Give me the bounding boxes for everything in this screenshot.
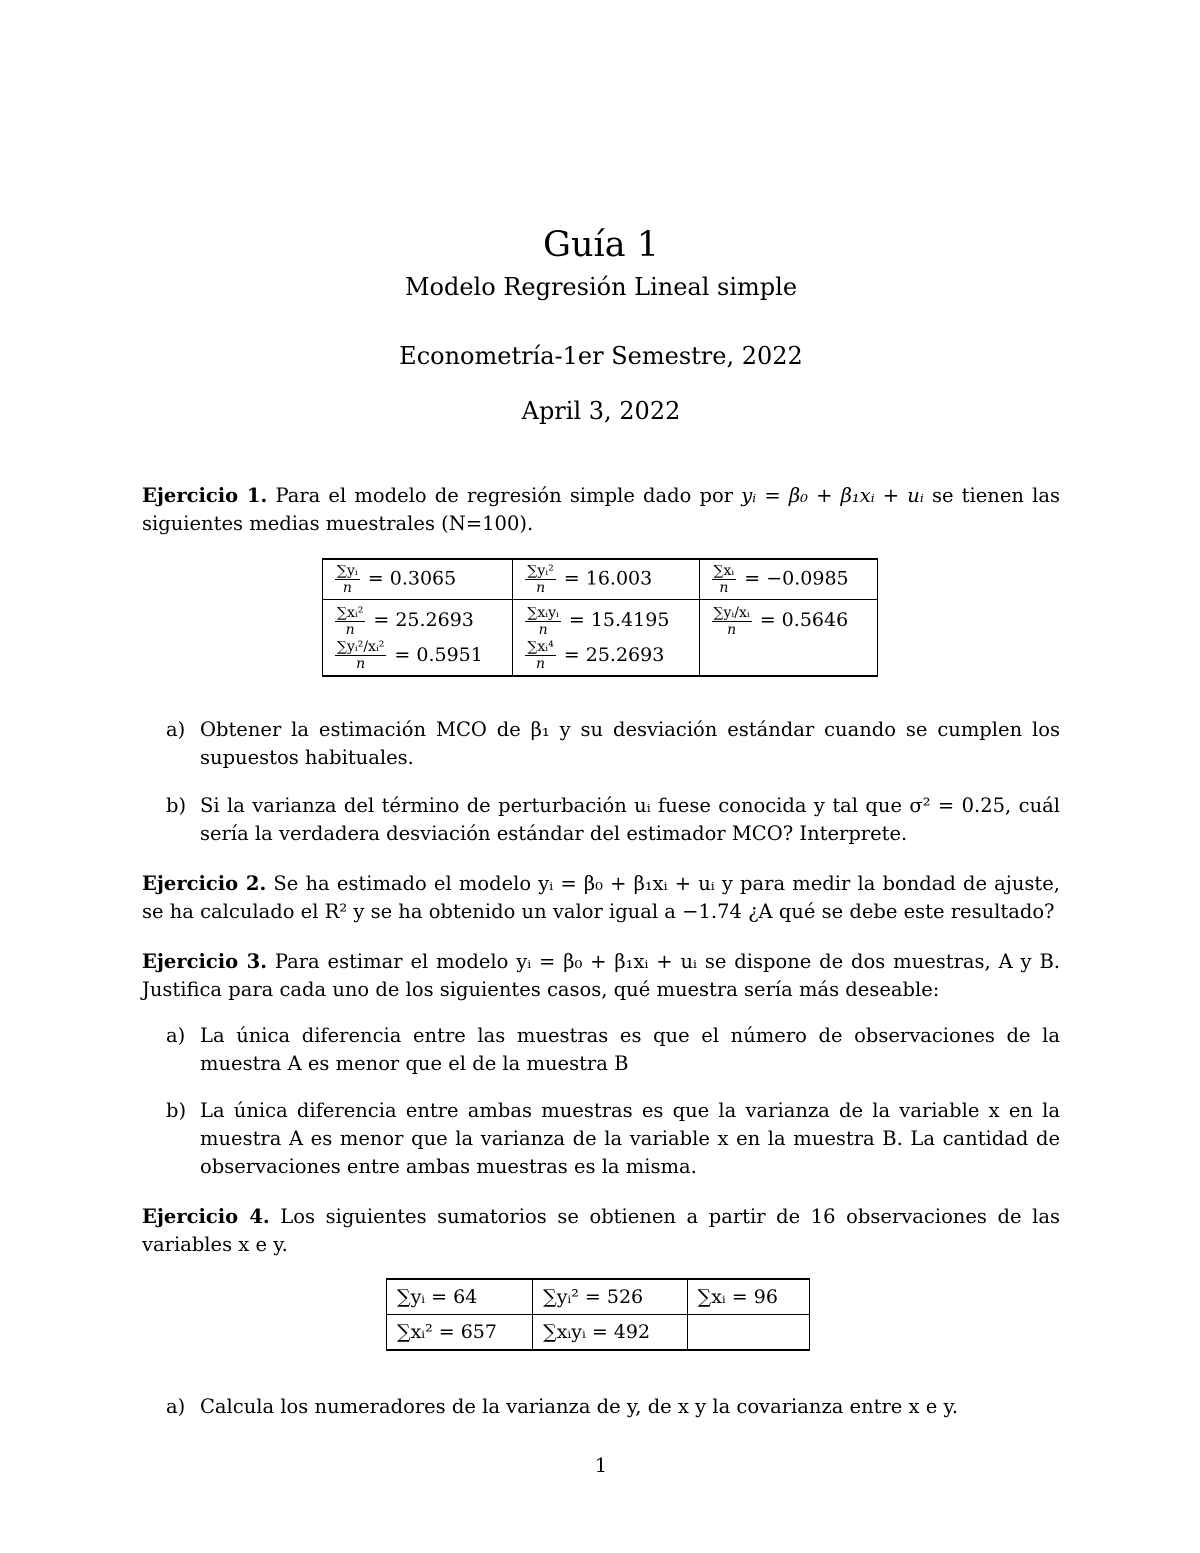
exercise-4-statement: [142, 1203, 1060, 1259]
document-subtitle: Modelo Regresión Lineal simple: [404, 273, 798, 301]
table-cell: $\frac{\text{∑yᵢ}}{n}$ = 0.3065: [323, 559, 513, 600]
exercise-3-item-b: b) La única diferencia entre ambas muestras es que la varianza de la variable x en la muestra A es menor que la varianza de la variable x en la muestra B. La cantidad de observaciones entre ambas muestras es la misma.: [166, 1099, 1060, 1178]
table-cell: $\frac{\text{∑xᵢyᵢ}}{n}$ = 15.4195 $\frac{\text{∑xᵢ⁴}}{n}$ = 25.2693: [513, 600, 699, 677]
exercise-3-text: Para estimar el modelo yᵢ = β₀ + β₁xᵢ + uᵢ se dispone de dos muestras, A y B. Justifica para cada uno de los siguientes casos, qué muestra sería más deseable:: [142, 950, 1060, 1001]
exercise-1-text-b: se tienen las siguientes medias muestrales (N=100).: [142, 484, 1060, 535]
course-name: Econometría-1er Semestre, 2022: [399, 342, 803, 370]
exercise-3-item-a: a) La única diferencia entre las muestras es que el número de observaciones de la muestra A es menor que el de la muestra B: [166, 1024, 1060, 1075]
exercise-4-label: Ejercicio 4.: [142, 1205, 270, 1228]
exercise-3-statement: [142, 948, 1060, 1004]
exercise-1-model: yᵢ = β₀ + β₁xᵢ + uᵢ: [741, 484, 924, 507]
table-cell: $\frac{\text{∑xᵢ²}}{n}$ = 25.2693 $\frac{\text{∑yᵢ²/xᵢ²}}{n}$ = 0.5951: [323, 600, 513, 677]
exercise-1-statement: [142, 482, 1060, 538]
exercise-2-label: Ejercicio 2.: [142, 872, 267, 895]
sums-table: [386, 1278, 810, 1351]
sample-means-table: [322, 558, 878, 677]
table-cell: $\frac{\text{∑yᵢ/xᵢ}}{n}$ = 0.5646: [699, 600, 877, 677]
document-title: Guía 1: [543, 225, 659, 265]
exercise-2-text: Se ha estimado el modelo yᵢ = β₀ + β₁xᵢ + uᵢ y para medir la bondad de ajuste, se ha calculado el R² y se ha obtenido un valor igual a −1.74 ¿A qué se debe este resultado?: [142, 872, 1060, 923]
table-cell: $\frac{\text{∑yᵢ²}}{n}$ = 16.003: [513, 559, 699, 600]
exercise-1-text-a: Para el modelo de regresión simple dado por: [267, 484, 742, 507]
table-cell: ∑xᵢ = 96: [687, 1279, 809, 1315]
exercise-1-item-a: a) Obtener la estimación MCO de β₁ y su desviación estándar cuando se cumplen los supuestos habituales.: [166, 718, 1060, 769]
exercise-1-item-b: b) Si la varianza del término de perturbación uᵢ fuese conocida y tal que σ² = 0.25, cuál sería la verdadera desviación estándar del estimador MCO? Interprete.: [166, 794, 1060, 845]
table-cell: ∑yᵢ = 64: [387, 1279, 533, 1315]
page-number: 1: [594, 1454, 608, 1477]
exercise-1-label: Ejercicio 1.: [142, 484, 268, 507]
exercise-4-item-a: a) Calcula los numeradores de la varianza de y, de x y la covarianza entre x e y.: [166, 1395, 959, 1418]
exercise-2-statement: [142, 870, 1060, 926]
table-cell: $\frac{\text{∑xᵢ}}{n}$ = −0.0985: [699, 559, 877, 600]
document-date: April 3, 2022: [521, 397, 681, 425]
exercise-4-text: Los siguientes sumatorios se obtienen a partir de 16 observaciones de las variables x e y.: [142, 1205, 1060, 1256]
table-cell: [687, 1315, 809, 1351]
table-cell: ∑xᵢ² = 657: [387, 1315, 533, 1351]
exercise-3-label: Ejercicio 3.: [142, 950, 267, 973]
table-cell: ∑xᵢyᵢ = 492: [533, 1315, 688, 1351]
table-cell: ∑yᵢ² = 526: [533, 1279, 688, 1315]
